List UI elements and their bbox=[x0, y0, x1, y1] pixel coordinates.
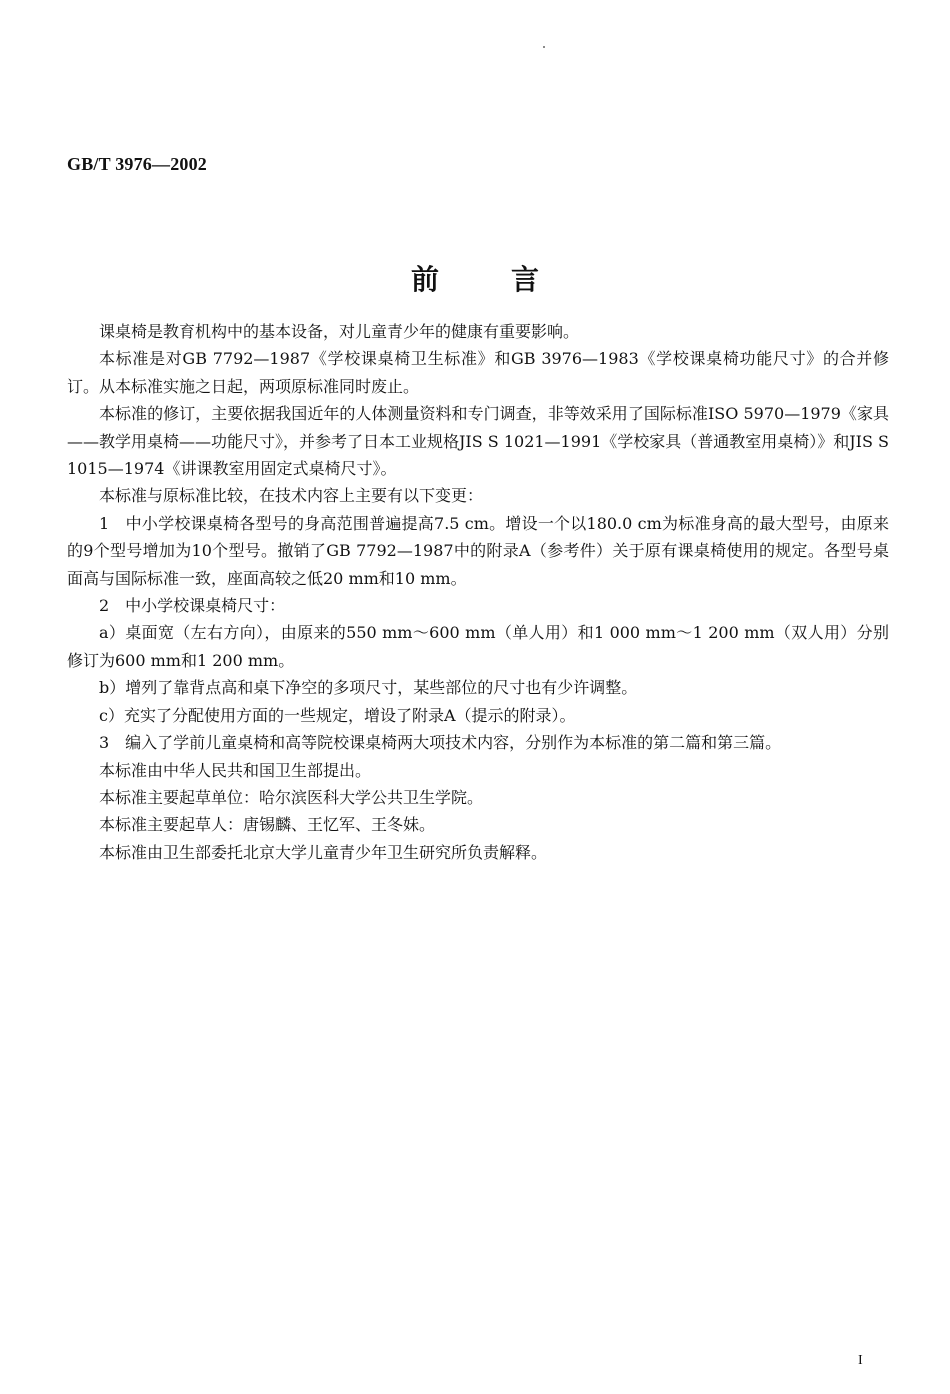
list-item: 2 中小学校课桌椅尺寸： bbox=[99, 596, 286, 616]
paragraph: 本标准由中华人民共和国卫生部提出。 bbox=[99, 760, 372, 780]
document-code: GB/T 3976—2002 bbox=[67, 154, 207, 174]
scan-speck bbox=[543, 46, 545, 48]
sub-list-item: c）充实了分配使用方面的一些规定，增设了附录A（提示的附录）。 bbox=[99, 705, 576, 725]
list-item: 1 中小学校课桌椅各型号的身高范围普遍提高7.5 cm。增设一个以180.0 cm为标准身高的最大型号，由原来的9个型号增加为10个型号。撤销了GB 7792—1987中的附录A（参考件）关于原有课桌椅使用的规定。各型号桌面高与国际标准一致，座面高较之低20 mm和10 mm。 bbox=[67, 513, 889, 588]
paragraph: 本标准由卫生部委托北京大学儿童青少年卫生研究所负责解释。 bbox=[99, 842, 548, 862]
paragraph: 课桌椅是教育机构中的基本设备，对儿童青少年的健康有重要影响。 bbox=[99, 322, 580, 341]
paragraph: 本标准与原标准比较，在技术内容上主要有以下变更： bbox=[99, 486, 484, 506]
paragraph: 本标准是对GB 7792—1987《学校课桌椅卫生标准》和GB 3976—1983《学校课桌椅功能尺寸》的合并修订。从本标准实施之日起，两项原标准同时废止。 bbox=[67, 349, 889, 396]
paragraph: 本标准的修订，主要依据我国近年的人体测量资料和专门调查，非等效采用了国际标准ISO 5970—1979《家具——教学用桌椅——功能尺寸》，并参考了日本工业规格JIS S 1021—1991《学校家具（普通教室用桌椅）》和JIS S 1015—1974《讲课教室用固定式桌椅尺寸》。 bbox=[67, 404, 890, 479]
sub-list-item: a）桌面宽（左右方向），由原来的550 mm～600 mm（单人用）和1 000 mm～1 200 mm（双人用）分别修订为600 mm和1 200 mm。 bbox=[67, 623, 889, 670]
page-number: I bbox=[858, 1353, 863, 1368]
foreword-body bbox=[67, 318, 889, 866]
sub-list-item: b）增列了靠背点高和桌下净空的多项尺寸，某些部位的尺寸也有少许调整。 bbox=[99, 678, 638, 698]
paragraph: 本标准主要起草单位：哈尔滨医科大学公共卫生学院。 bbox=[99, 787, 484, 807]
paragraph: 本标准主要起草人：唐锡麟、王忆军、王冬妹。 bbox=[99, 815, 436, 835]
page-title: 前言 bbox=[410, 263, 611, 296]
list-item: 3 编入了学前儿童桌椅和高等院校课桌椅两大项技术内容，分别作为本标准的第二篇和第三篇。 bbox=[99, 733, 782, 753]
